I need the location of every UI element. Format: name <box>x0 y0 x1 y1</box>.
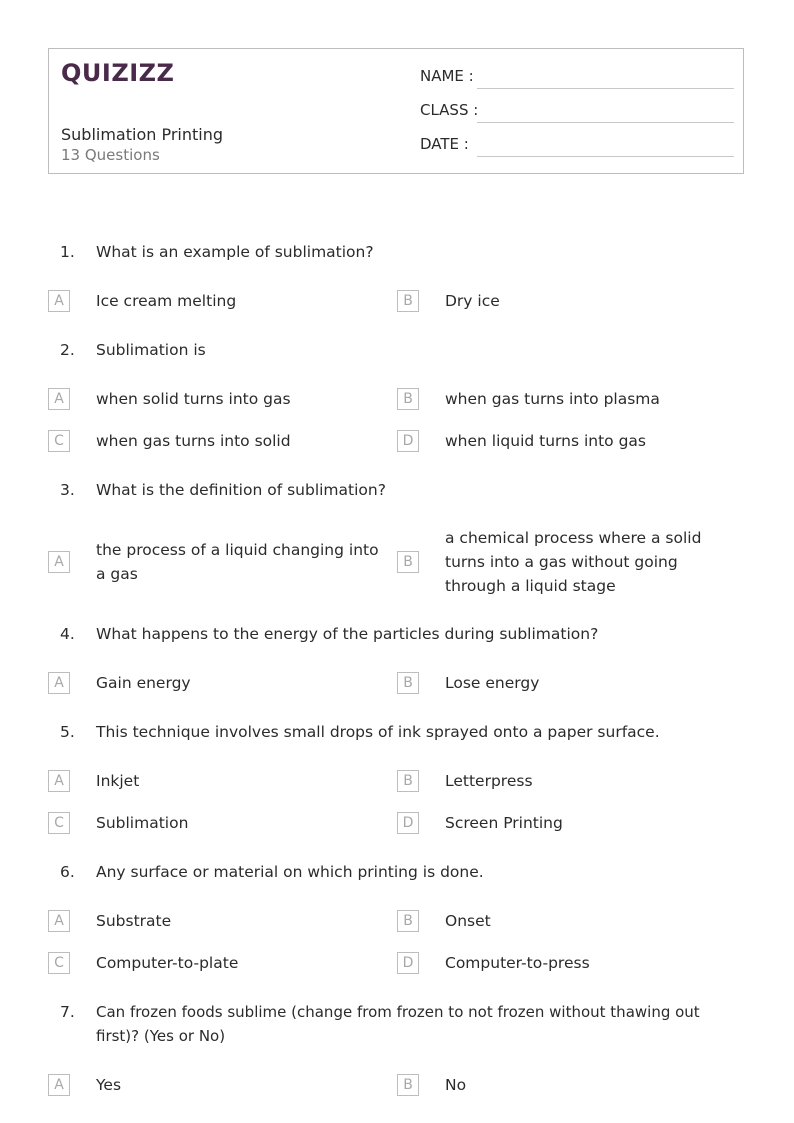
question-number: 1. <box>60 243 75 261</box>
question-text: Any surface or material on which printing is done. <box>96 863 484 881</box>
option-letter-box: C <box>48 430 70 452</box>
option-text: when solid turns into gas <box>96 390 291 408</box>
option-text: a chemical process where a solid turns into a gas without going through a liquid stage <box>445 529 702 595</box>
option-letter-box: A <box>48 551 70 573</box>
question-number: 2. <box>60 341 75 359</box>
class-line[interactable] <box>477 122 734 123</box>
worksheet-header <box>48 48 744 174</box>
option-letter-box: D <box>397 812 419 834</box>
option-4a[interactable] <box>48 671 388 695</box>
question-number: 7. <box>60 1003 75 1021</box>
option-text: No <box>445 1076 467 1094</box>
option-6b[interactable] <box>397 909 737 933</box>
option-7b[interactable] <box>397 1073 737 1097</box>
option-3b[interactable] <box>397 526 737 598</box>
option-letter-box: D <box>397 952 419 974</box>
question-number: 5. <box>60 723 75 741</box>
option-1b[interactable] <box>397 289 737 313</box>
option-5a[interactable] <box>48 769 388 793</box>
option-5d[interactable] <box>397 811 737 835</box>
option-text: Onset <box>445 912 491 930</box>
question-number: 3. <box>60 481 75 499</box>
option-text: Gain energy <box>96 674 191 692</box>
class-label: CLASS : <box>420 101 479 119</box>
question-text: Can frozen foods sublime (change from frozen to not frozen without thawing out first)? (Yes or No) <box>96 1003 700 1045</box>
class-field[interactable] <box>420 101 734 125</box>
option-letter-box: B <box>397 290 419 312</box>
option-letter-box: D <box>397 430 419 452</box>
option-text: Ice cream melting <box>96 292 237 310</box>
option-4b[interactable] <box>397 671 737 695</box>
name-field[interactable] <box>420 67 734 91</box>
option-7a[interactable] <box>48 1073 388 1097</box>
option-5c[interactable] <box>48 811 388 835</box>
quizizz-logo: QUIZIZZ <box>61 59 175 87</box>
option-letter-box: B <box>397 910 419 932</box>
option-letter-box: B <box>397 388 419 410</box>
option-text: Computer-to-press <box>445 954 590 972</box>
option-text: the process of a liquid changing into a gas <box>96 541 379 583</box>
question-text: Sublimation is <box>96 341 206 359</box>
option-letter-box: B <box>397 672 419 694</box>
option-letter-box: A <box>48 1074 70 1096</box>
option-text: Sublimation <box>96 814 189 832</box>
question-text: This technique involves small drops of ink sprayed onto a paper surface. <box>96 723 660 741</box>
option-letter-box: A <box>48 910 70 932</box>
question-number: 4. <box>60 625 75 643</box>
date-line[interactable] <box>477 156 734 157</box>
option-letter-box: B <box>397 1074 419 1096</box>
option-text: Letterpress <box>445 772 533 790</box>
name-label: NAME : <box>420 67 474 85</box>
question-number: 6. <box>60 863 75 881</box>
option-text: Screen Printing <box>445 814 563 832</box>
question-text: What is an example of sublimation? <box>96 243 374 261</box>
option-text: Computer-to-plate <box>96 954 239 972</box>
option-letter-box: C <box>48 952 70 974</box>
option-2a[interactable] <box>48 387 388 411</box>
option-6c[interactable] <box>48 951 388 975</box>
option-text: Substrate <box>96 912 172 930</box>
option-letter-box: A <box>48 290 70 312</box>
question-text: What is the definition of sublimation? <box>96 481 386 499</box>
option-text: when gas turns into plasma <box>445 390 660 408</box>
option-2d[interactable] <box>397 429 737 453</box>
option-6d[interactable] <box>397 951 737 975</box>
option-text: Yes <box>96 1076 122 1094</box>
name-line[interactable] <box>477 88 734 89</box>
option-2b[interactable] <box>397 387 737 411</box>
option-letter-box: B <box>397 551 419 573</box>
option-letter-box: C <box>48 812 70 834</box>
option-text: Inkjet <box>96 772 140 790</box>
option-1a[interactable] <box>48 289 388 313</box>
date-label: DATE : <box>420 135 469 153</box>
option-6a[interactable] <box>48 909 388 933</box>
option-text: when gas turns into solid <box>96 432 291 450</box>
option-5b[interactable] <box>397 769 737 793</box>
date-field[interactable] <box>420 135 734 159</box>
option-letter-box: A <box>48 388 70 410</box>
option-letter-box: A <box>48 770 70 792</box>
question-count: 13 Questions <box>61 146 160 164</box>
option-text: when liquid turns into gas <box>445 432 646 450</box>
option-2c[interactable] <box>48 429 388 453</box>
option-3a[interactable] <box>48 538 388 586</box>
option-text: Lose energy <box>445 674 540 692</box>
option-text: Dry ice <box>445 292 500 310</box>
option-letter-box: A <box>48 672 70 694</box>
worksheet-title: Sublimation Printing <box>61 125 224 144</box>
option-letter-box: B <box>397 770 419 792</box>
question-text: What happens to the energy of the particles during sublimation? <box>96 625 599 643</box>
